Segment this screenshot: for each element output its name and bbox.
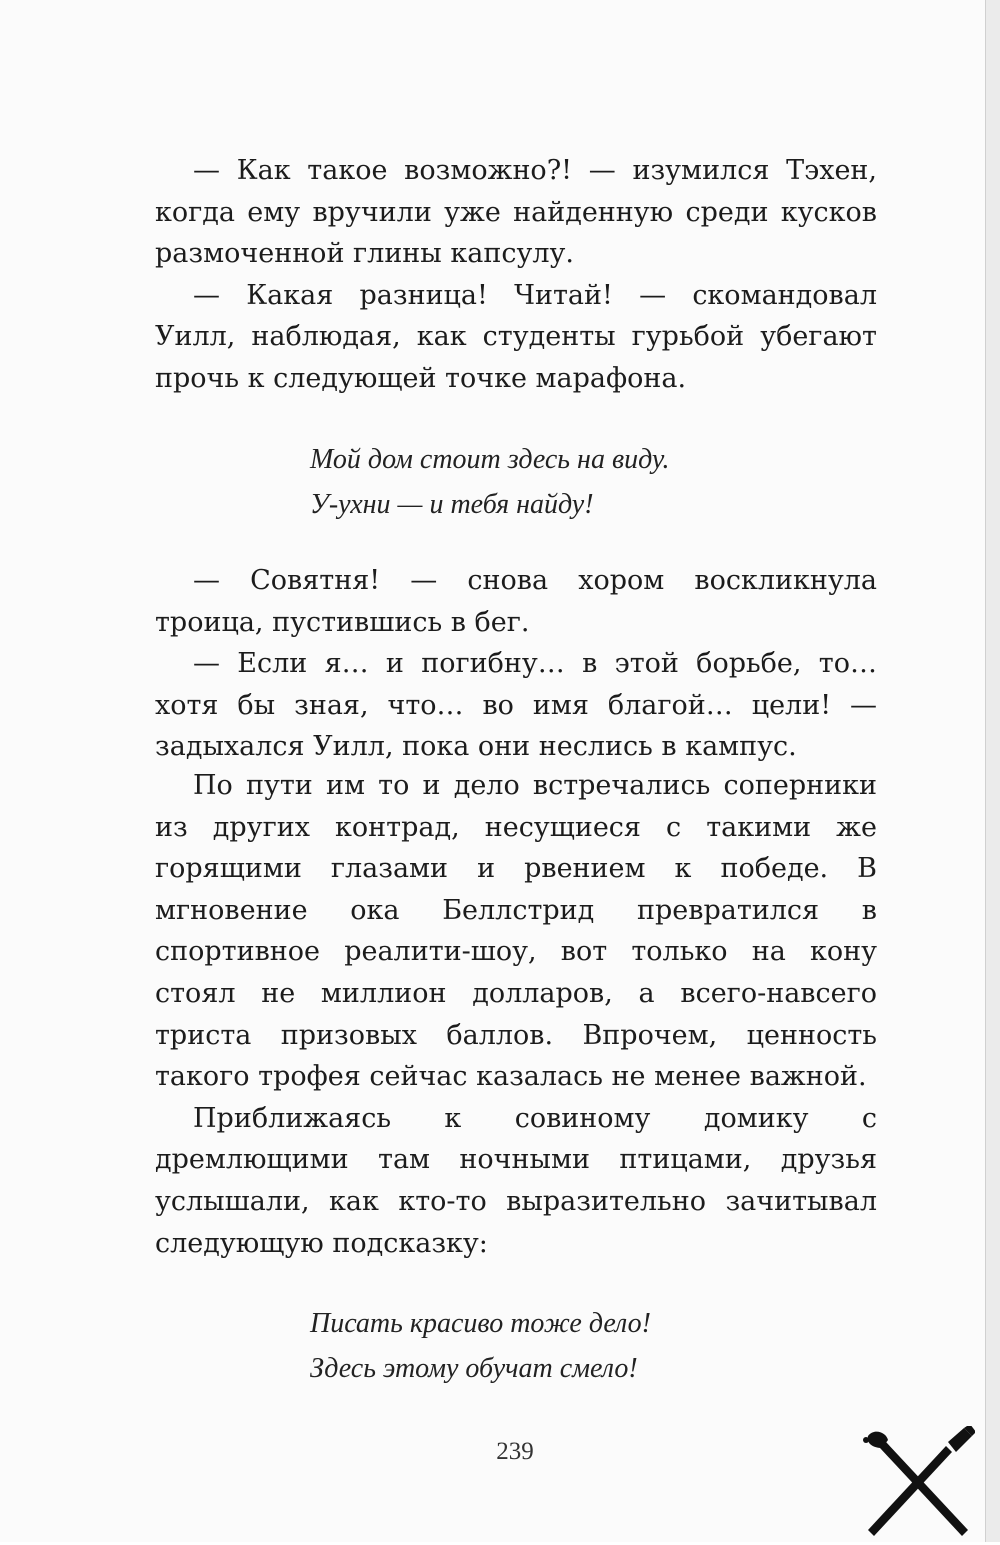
text-block-top	[155, 150, 877, 400]
verse-line: Писать красиво тоже дело!	[310, 1308, 651, 1339]
crossed-paintbrushes-icon	[860, 1426, 975, 1541]
paragraph: — Какая разница! Читай! — скомандовал Уилл, наблюдая, как студенты гурьбой убегают прочь к следующей точке марафона.	[155, 279, 877, 394]
verse-line: Здесь этому обучат смело!	[310, 1353, 638, 1384]
paragraph: — Совятня! — снова хором воскликнула троица, пустившись в бег.	[155, 565, 877, 638]
paragraph: Приближаясь к совиному домику с дремлющими там ночными птицами, друзья услышали, как кто-то выразительно зачитывал следующую подсказку:	[155, 1102, 877, 1259]
verse-riddle-1	[310, 437, 670, 527]
text-block-bottom	[155, 765, 877, 1264]
verse-line: У-ухни — и тебя найду!	[310, 489, 594, 520]
verse-line: Мой дом стоит здесь на виду.	[310, 444, 670, 475]
paragraph: По пути им то и дело встречались соперники из других контрад, несущиеся с такими же горящими глазами и рвением к победе. В мгновение ока Беллстрид превратился в спортивное реалити-шоу, вот только на кону стоял не миллион долларов, а всего-навсего триста призовых баллов. Впрочем, ценность такого трофея сейчас казалась не менее важной.	[155, 770, 877, 1093]
text-block-middle	[155, 560, 877, 768]
paragraph: — Если я… и погибну… в этой борьбе, то… хотя бы зная, что… во имя благой… цели! — задыхался Уилл, пока они неслись в кампус.	[155, 648, 877, 763]
page-number: 239	[496, 1438, 534, 1465]
paragraph: — Как такое возможно?! — изумился Тэхен, когда ему вручили уже найденную среди кусков размоченной глины капсулу.	[155, 155, 877, 270]
verse-riddle-2	[310, 1301, 651, 1391]
page-edge	[985, 0, 1000, 1542]
